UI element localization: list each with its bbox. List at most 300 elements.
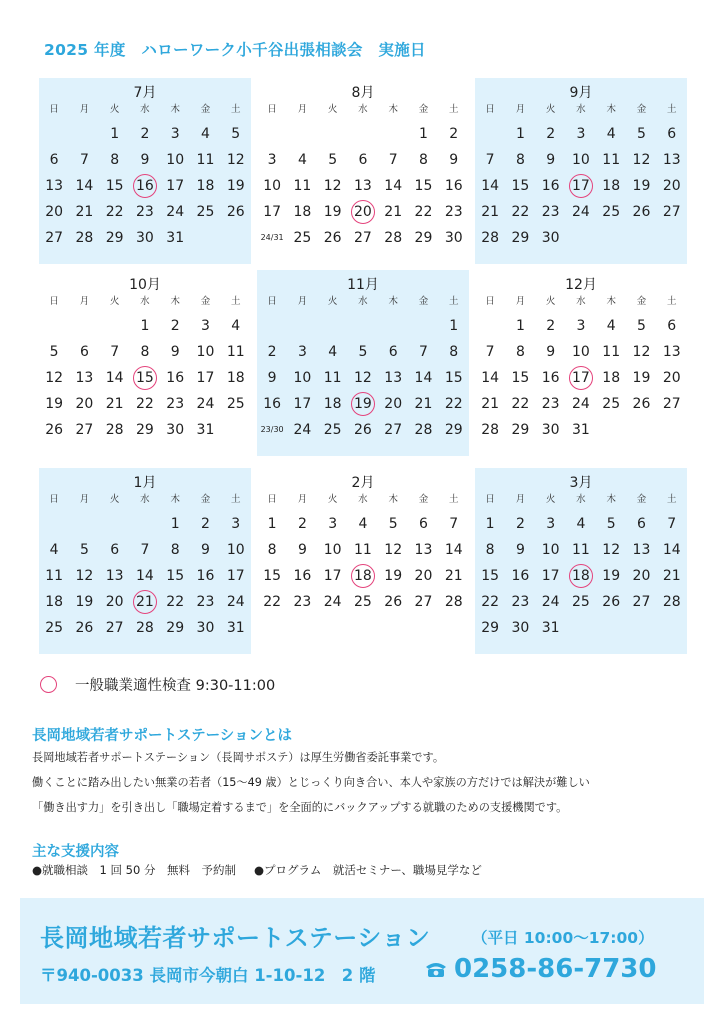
day-cell: 23/30 xyxy=(260,425,284,434)
week-row xyxy=(39,511,251,537)
day-cell: 7 xyxy=(110,344,120,360)
weekday-label: 金 xyxy=(418,494,429,505)
day-cell: 15 xyxy=(263,568,282,584)
day-cell: 14 xyxy=(414,370,433,386)
day-cell: 13 xyxy=(414,542,433,558)
day-cell: 16 xyxy=(293,568,312,584)
day-cell: 19 xyxy=(602,568,621,584)
day-cell: 15 xyxy=(444,370,463,386)
weekday-label: 月 xyxy=(297,494,308,505)
weekday-label: 金 xyxy=(636,494,647,505)
day-cell: 25 xyxy=(572,594,590,610)
day-cell: 16 xyxy=(511,568,530,584)
weekday-header xyxy=(475,101,687,119)
day-cell: 28 xyxy=(414,422,433,438)
day-cell: 12 xyxy=(632,152,651,168)
day-cell xyxy=(287,121,317,147)
weekday-label: 木 xyxy=(388,296,398,307)
day-cell: 17 xyxy=(541,568,560,584)
day-cell: 14 xyxy=(481,370,500,386)
weekday-label: 月 xyxy=(515,104,526,115)
day-cell: 20 xyxy=(632,568,651,584)
week-row xyxy=(257,313,469,339)
day-cell: 20 xyxy=(662,370,681,386)
day-cell: 17 xyxy=(226,568,245,584)
month-day-grid xyxy=(39,101,251,251)
weekday-header xyxy=(257,101,469,119)
day-cell: 2 xyxy=(140,126,150,142)
day-cell-highlighted: 17 xyxy=(566,365,596,391)
day-cell: 15 xyxy=(481,568,500,584)
weekday-label: 水 xyxy=(358,104,368,115)
day-cell: 30 xyxy=(136,230,154,246)
weekday-label: 木 xyxy=(606,104,616,115)
day-cell: 26 xyxy=(632,396,651,412)
day-cell: 24/31 xyxy=(260,233,284,242)
day-cell xyxy=(100,313,130,339)
weekday-label: 日 xyxy=(485,494,495,505)
day-cell: 5 xyxy=(79,542,89,558)
weekday-label: 木 xyxy=(388,494,398,505)
day-cell xyxy=(378,121,408,147)
day-cell-highlighted: 21 xyxy=(130,589,160,615)
day-cell: 10 xyxy=(226,542,245,558)
day-cell xyxy=(626,225,656,251)
day-cell: 20 xyxy=(45,204,64,220)
day-cell: 13 xyxy=(354,178,372,194)
day-cell: 2 xyxy=(449,126,459,142)
day-cell xyxy=(221,225,251,251)
weekday-label: 水 xyxy=(576,494,586,505)
day-cell: 11 xyxy=(572,542,590,558)
week-row xyxy=(39,589,251,615)
day-cell: 30 xyxy=(511,620,530,636)
day-cell: 12 xyxy=(602,542,621,558)
day-cell: 9 xyxy=(449,152,459,168)
day-cell: 11 xyxy=(293,178,312,194)
weekday-label: 水 xyxy=(140,104,150,115)
day-cell: 11 xyxy=(323,370,342,386)
day-cell-highlighted: 19 xyxy=(348,391,378,417)
day-cell: 11 xyxy=(354,542,372,558)
day-cell: 15 xyxy=(511,370,530,386)
day-cell: 19 xyxy=(45,396,64,412)
day-cell: 11 xyxy=(45,568,64,584)
weekday-label: 金 xyxy=(418,296,429,307)
day-cell: 29 xyxy=(481,620,500,636)
weekday-label: 日 xyxy=(267,104,277,115)
week-row xyxy=(475,173,687,199)
day-cell: 9 xyxy=(515,542,525,558)
month-name: 10月 xyxy=(129,277,161,293)
day-cell: 9 xyxy=(201,542,210,558)
footer-phone-number[interactable]: 0258-86-7730 xyxy=(454,954,657,984)
week-row xyxy=(475,199,687,225)
day-cell: 23 xyxy=(136,204,154,220)
day-cell: 29 xyxy=(444,422,463,438)
about-heading: 長岡地域若者サポートステーションとは xyxy=(32,728,292,744)
day-cell: 29 xyxy=(414,230,433,246)
month-calendar xyxy=(257,78,469,264)
day-cell: 3 xyxy=(546,516,556,532)
day-cell: 18 xyxy=(323,396,342,412)
day-cell: 1 xyxy=(110,126,120,142)
day-cell: 5 xyxy=(388,516,398,532)
day-cell-highlighted: 18 xyxy=(566,563,596,589)
week-row xyxy=(39,365,251,391)
day-cell: 31 xyxy=(166,230,185,246)
day-cell: 11 xyxy=(602,344,621,360)
day-cell: 25 xyxy=(196,204,215,220)
day-cell xyxy=(657,615,687,641)
day-cell: 26 xyxy=(226,204,245,220)
day-cell: 16 xyxy=(263,396,282,412)
day-cell: 23 xyxy=(541,204,560,220)
weekday-label: 金 xyxy=(200,494,211,505)
day-cell: 2 xyxy=(267,344,277,360)
week-row xyxy=(475,225,687,251)
day-cell: 17 xyxy=(196,370,215,386)
day-cell: 31 xyxy=(196,422,215,438)
day-cell: 4 xyxy=(297,152,307,168)
day-cell: 1 xyxy=(170,516,180,532)
month-day-grid xyxy=(475,293,687,443)
day-cell: 21 xyxy=(481,396,500,412)
week-row xyxy=(39,199,251,225)
weekday-label: 月 xyxy=(79,494,90,505)
day-cell: 25 xyxy=(293,230,312,246)
weekday-label: 土 xyxy=(448,104,459,115)
day-cell xyxy=(69,313,99,339)
weekday-label: 金 xyxy=(636,296,647,307)
day-cell: 10 xyxy=(323,542,342,558)
weekday-label: 土 xyxy=(230,104,241,115)
weekday-header xyxy=(475,491,687,509)
month-calendar xyxy=(39,468,251,654)
week-row xyxy=(475,365,687,391)
day-cell: 3 xyxy=(201,318,210,334)
day-cell: 22 xyxy=(511,204,530,220)
day-cell: 21 xyxy=(481,204,500,220)
day-cell: 3 xyxy=(576,318,586,334)
day-cell-highlighted: 15 xyxy=(130,365,160,391)
weekday-label: 火 xyxy=(109,296,120,307)
day-cell: 10 xyxy=(541,542,560,558)
day-cell: 1 xyxy=(267,516,277,532)
day-cell: 28 xyxy=(384,230,403,246)
weekday-label: 土 xyxy=(448,296,459,307)
day-cell: 3 xyxy=(267,152,277,168)
day-cell: 2 xyxy=(170,318,180,334)
day-cell: 28 xyxy=(105,422,124,438)
day-cell: 16 xyxy=(196,568,215,584)
day-cell: 29 xyxy=(136,422,154,438)
day-cell xyxy=(318,121,348,147)
day-cell: 24 xyxy=(196,396,215,412)
day-cell: 28 xyxy=(136,620,154,636)
month-name: 12月 xyxy=(565,277,597,293)
day-cell: 9 xyxy=(546,344,556,360)
day-cell: 5 xyxy=(637,126,646,142)
day-cell: 10 xyxy=(166,152,185,168)
phone-icon xyxy=(424,960,448,978)
day-cell: 4 xyxy=(606,318,616,334)
day-cell xyxy=(100,511,130,537)
weekday-label: 水 xyxy=(576,296,586,307)
day-cell xyxy=(39,121,69,147)
day-cell: 11 xyxy=(226,344,245,360)
week-row xyxy=(257,147,469,173)
circle-marker-icon xyxy=(40,676,57,693)
day-cell: 22 xyxy=(105,204,124,220)
day-cell xyxy=(69,511,99,537)
day-cell: 26 xyxy=(632,204,651,220)
day-cell: 22 xyxy=(481,594,500,610)
week-row xyxy=(39,391,251,417)
footer-phone[interactable] xyxy=(424,954,657,984)
day-cell: 14 xyxy=(75,178,94,194)
day-cell: 6 xyxy=(358,152,368,168)
weekday-label: 水 xyxy=(576,104,586,115)
day-cell: 13 xyxy=(45,178,64,194)
weekday-label: 土 xyxy=(666,494,677,505)
week-row xyxy=(475,417,687,443)
weekday-label: 日 xyxy=(49,296,59,307)
day-cell: 22 xyxy=(166,594,185,610)
about-line-2: 働くことに踏み出したい無業の若者（15～49 歳）とじっくり向き合い、本人や家族の方だけでは解決が難しい xyxy=(32,776,590,789)
support-items xyxy=(32,862,482,878)
day-cell: 16 xyxy=(541,178,560,194)
day-cell: 17 xyxy=(263,204,282,220)
week-row xyxy=(257,173,469,199)
day-cell xyxy=(190,225,220,251)
week-row xyxy=(475,589,687,615)
day-cell: 8 xyxy=(449,344,459,360)
day-cell xyxy=(221,417,251,443)
week-row xyxy=(39,121,251,147)
week-row xyxy=(475,313,687,339)
day-cell: 3 xyxy=(170,126,180,142)
day-cell: 16 xyxy=(444,178,463,194)
day-cell-highlighted: 16 xyxy=(130,173,160,199)
weekday-header xyxy=(39,491,251,509)
week-row xyxy=(39,563,251,589)
day-cell: 8 xyxy=(267,542,277,558)
day-cell xyxy=(566,615,596,641)
week-row xyxy=(475,511,687,537)
day-cell xyxy=(596,615,626,641)
day-cell: 22 xyxy=(444,396,463,412)
day-cell xyxy=(626,417,656,443)
day-cell: 7 xyxy=(667,516,677,532)
day-cell: 12 xyxy=(226,152,245,168)
weekday-label: 日 xyxy=(49,494,59,505)
day-cell: 12 xyxy=(632,344,651,360)
day-cell: 27 xyxy=(354,230,372,246)
day-cell: 4 xyxy=(201,126,210,142)
day-cell: 13 xyxy=(632,542,651,558)
month-day-grid xyxy=(257,293,469,443)
week-row xyxy=(257,121,469,147)
week-row xyxy=(39,173,251,199)
day-cell: 25 xyxy=(602,396,621,412)
week-row xyxy=(39,615,251,641)
week-row xyxy=(257,511,469,537)
day-cell: 19 xyxy=(323,204,342,220)
week-row xyxy=(475,147,687,173)
day-cell: 29 xyxy=(511,230,530,246)
day-cell: 26 xyxy=(354,422,372,438)
day-cell xyxy=(378,313,408,339)
day-cell: 3 xyxy=(576,126,586,142)
day-cell: 4 xyxy=(576,516,586,532)
weekday-label: 水 xyxy=(140,296,150,307)
footer-hours: （平日 10:00～17:00） xyxy=(472,929,654,947)
month-calendar xyxy=(475,270,687,456)
day-cell: 25 xyxy=(323,422,342,438)
contact-footer xyxy=(20,898,704,1004)
week-row xyxy=(39,313,251,339)
day-cell: 12 xyxy=(384,542,403,558)
day-cell: 31 xyxy=(572,422,590,438)
day-cell: 7 xyxy=(140,542,150,558)
day-cell: 21 xyxy=(105,396,124,412)
day-cell: 5 xyxy=(328,152,338,168)
day-cell: 10 xyxy=(263,178,282,194)
day-cell: 10 xyxy=(572,344,590,360)
weekday-label: 土 xyxy=(230,296,241,307)
weekday-label: 木 xyxy=(606,296,616,307)
day-cell: 1 xyxy=(419,126,428,142)
day-cell: 15 xyxy=(166,568,185,584)
day-cell-highlighted: 20 xyxy=(348,199,378,225)
day-cell: 7 xyxy=(388,152,398,168)
day-cell: 5 xyxy=(606,516,616,532)
day-cell: 19 xyxy=(75,594,94,610)
day-cell: 23 xyxy=(166,396,185,412)
about-line-3: 「働き出す力」を引き出し「職場定着するまで」を全面的にバックアップする就職のための支援機関です。 xyxy=(32,801,568,814)
day-cell: 11 xyxy=(196,152,215,168)
day-cell: 9 xyxy=(170,344,180,360)
day-cell: 17 xyxy=(166,178,185,194)
weekday-label: 日 xyxy=(267,296,277,307)
week-row xyxy=(39,225,251,251)
day-cell: 14 xyxy=(136,568,154,584)
month-day-grid xyxy=(475,491,687,641)
day-cell: 4 xyxy=(358,516,368,532)
day-cell: 3 xyxy=(328,516,338,532)
legend-text: 一般職業適性検査 9:30-11:00 xyxy=(75,677,276,694)
day-cell: 22 xyxy=(136,396,154,412)
month-name: 9月 xyxy=(569,85,593,101)
day-cell: 19 xyxy=(226,178,245,194)
day-cell: 25 xyxy=(602,204,621,220)
weekday-label: 月 xyxy=(297,296,308,307)
day-cell: 26 xyxy=(384,594,403,610)
day-cell: 30 xyxy=(541,230,560,246)
page-title: 2025 年度 ハローワーク小千谷出張相談会 実施日 xyxy=(44,41,426,59)
day-cell: 30 xyxy=(541,422,560,438)
week-row xyxy=(257,391,469,417)
day-cell: 13 xyxy=(75,370,94,386)
day-cell: 14 xyxy=(444,542,463,558)
weekday-label: 木 xyxy=(388,104,398,115)
day-cell: 24 xyxy=(166,204,185,220)
day-cell: 26 xyxy=(323,230,342,246)
weekday-label: 金 xyxy=(636,104,647,115)
weekday-label: 火 xyxy=(545,296,556,307)
day-cell: 16 xyxy=(541,370,560,386)
weekday-label: 水 xyxy=(358,296,368,307)
day-cell: 12 xyxy=(323,178,342,194)
weekday-label: 火 xyxy=(545,104,556,115)
day-cell: 27 xyxy=(105,620,124,636)
day-cell xyxy=(657,225,687,251)
weekday-label: 水 xyxy=(358,494,368,505)
day-cell: 17 xyxy=(323,568,342,584)
day-cell: 7 xyxy=(419,344,428,360)
day-cell: 24 xyxy=(572,396,590,412)
month-day-grid xyxy=(475,101,687,251)
weekday-label: 水 xyxy=(140,494,150,505)
day-cell: 18 xyxy=(602,178,621,194)
weekday-label: 金 xyxy=(418,104,429,115)
day-cell: 19 xyxy=(632,370,651,386)
day-cell: 6 xyxy=(637,516,646,532)
day-cell: 21 xyxy=(384,204,403,220)
day-cell xyxy=(626,615,656,641)
month-calendar xyxy=(39,78,251,264)
day-cell: 1 xyxy=(515,126,525,142)
support-heading: 主な支援内容 xyxy=(32,844,119,860)
month-name: 8月 xyxy=(351,85,375,101)
day-cell: 23 xyxy=(541,396,560,412)
day-cell: 5 xyxy=(49,344,59,360)
day-cell xyxy=(287,313,317,339)
day-cell: 23 xyxy=(511,594,530,610)
month-name: 1月 xyxy=(133,475,157,491)
weekday-label: 月 xyxy=(515,296,526,307)
weekday-header xyxy=(257,491,469,509)
day-cell: 8 xyxy=(110,152,120,168)
day-cell: 20 xyxy=(384,396,403,412)
day-cell: 2 xyxy=(201,516,210,532)
day-cell: 10 xyxy=(572,152,590,168)
month-calendar xyxy=(475,468,687,654)
day-cell-highlighted: 18 xyxy=(348,563,378,589)
day-cell: 20 xyxy=(662,178,681,194)
day-cell: 28 xyxy=(444,594,463,610)
day-cell: 3 xyxy=(231,516,241,532)
day-cell: 19 xyxy=(632,178,651,194)
day-cell: 8 xyxy=(485,542,495,558)
week-row xyxy=(39,417,251,443)
day-cell: 24 xyxy=(226,594,245,610)
day-cell xyxy=(39,313,69,339)
day-cell: 23 xyxy=(444,204,463,220)
week-row xyxy=(257,365,469,391)
weekday-header xyxy=(257,293,469,311)
day-cell: 22 xyxy=(414,204,433,220)
weekday-label: 日 xyxy=(267,494,277,505)
day-cell: 29 xyxy=(166,620,185,636)
day-cell: 25 xyxy=(226,396,245,412)
day-cell: 5 xyxy=(637,318,646,334)
day-cell: 6 xyxy=(388,344,398,360)
week-row xyxy=(257,589,469,615)
day-cell: 28 xyxy=(75,230,94,246)
day-cell xyxy=(130,511,160,537)
